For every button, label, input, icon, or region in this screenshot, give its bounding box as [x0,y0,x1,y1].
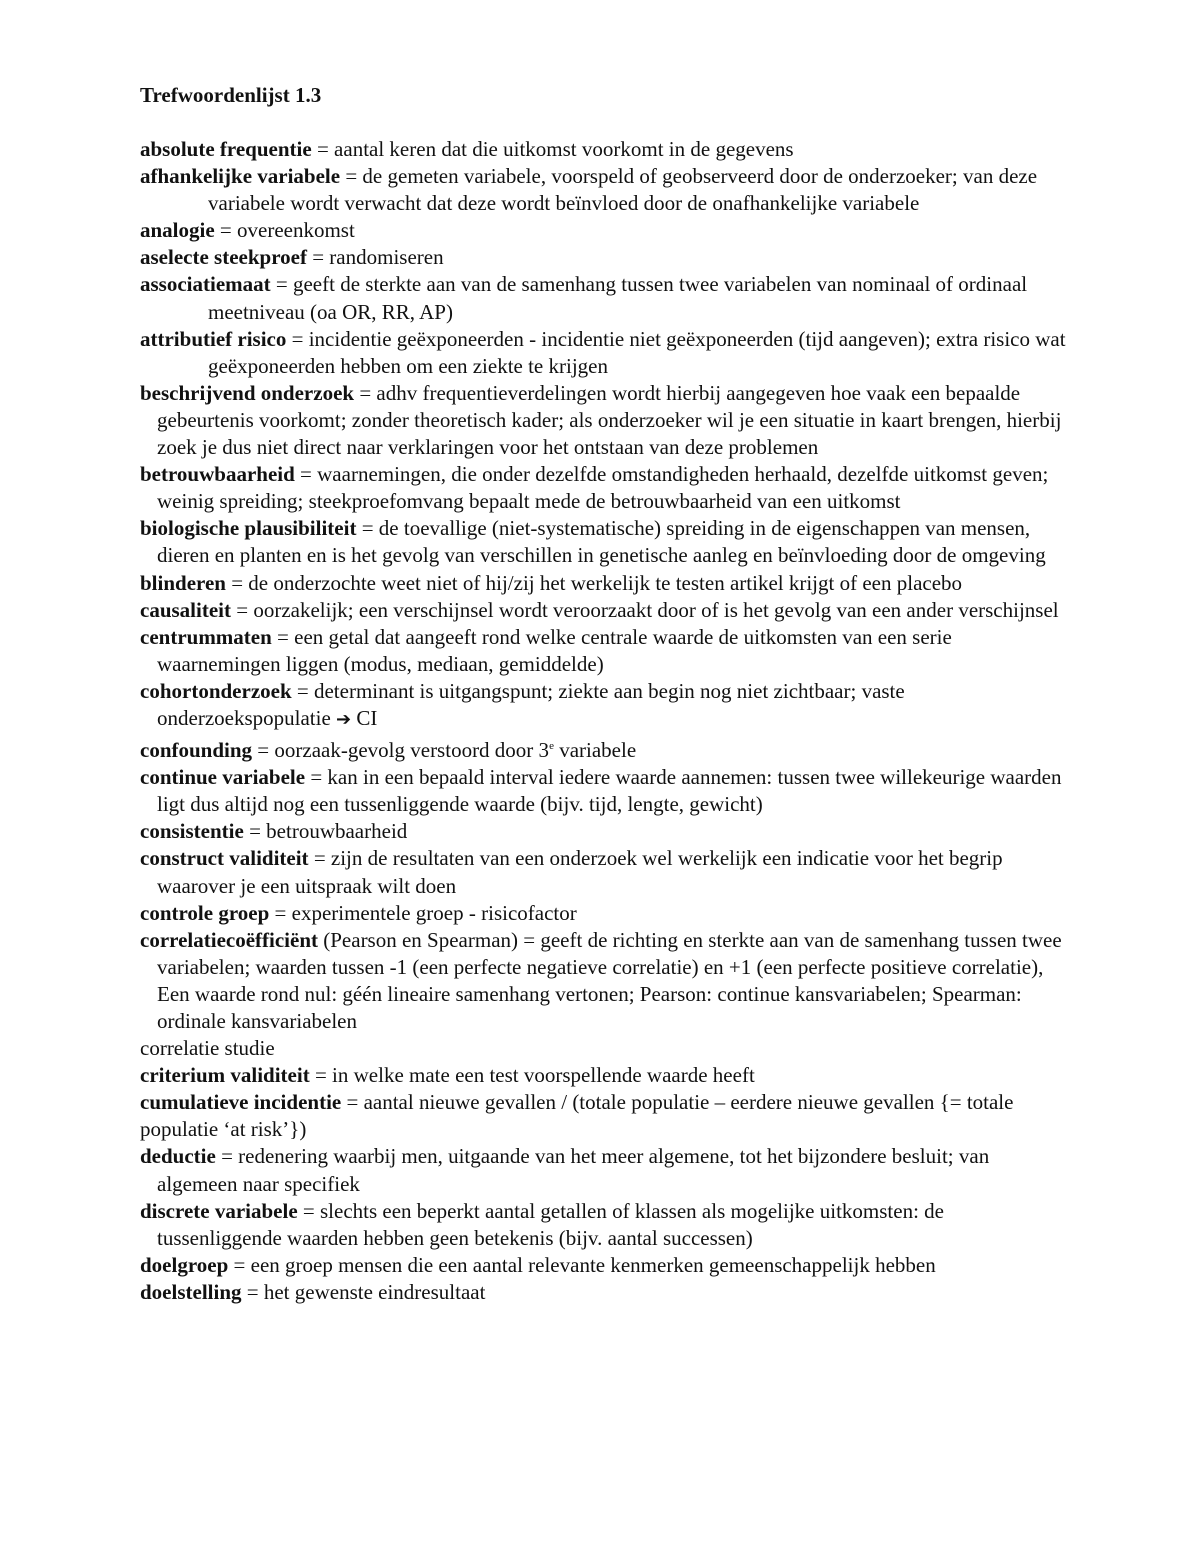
entry-term: absolute frequentie [140,137,312,161]
glossary-entry [140,570,1070,597]
glossary-entry [140,1089,1070,1143]
entry-definition: = redenering waarbij men, uitgaande van het meer algemene, tot het bijzondere besluit; van algemeen naar specifiek [157,1144,990,1196]
entry-term: betrouwbaarheid [140,462,295,487]
entry-definition: = determinant is uitgangspunt; ziekte aan begin nog niet zichtbaar; vaste onderzoekspopulatie [157,678,905,730]
entry-term: analogie [140,218,215,243]
entry-term: afhankelijke variabele [140,164,341,189]
glossary-entry [140,1143,1070,1197]
glossary-entry [140,624,1070,678]
entry-term: cohortonderzoek [140,678,292,703]
glossary-entry [140,244,1070,271]
entry-term: continue variabele [140,765,306,790]
entry-term: causaliteit [140,597,231,622]
glossary-entry [140,1198,1070,1252]
glossary-entry [140,678,1070,733]
entry-term: attributief risico [140,326,287,351]
entry-definition: = aantal nieuwe gevallen / (totale populatie – eerdere nieuwe gevallen {= totale populatie ‘at risk’}) [140,1090,1014,1142]
right-arrow-icon: ➔ [336,708,352,730]
glossary-entry [140,900,1070,927]
document-body [140,82,1070,1306]
entry-term: centrummaten [140,624,272,649]
entry-term: doelgroep [140,1252,229,1277]
entry-definition: = randomiseren [306,245,444,270]
entry-term: criterium validiteit [140,1063,310,1088]
glossary-entry [140,515,1070,569]
entry-term: confounding [140,738,253,763]
glossary-entry [140,845,1070,899]
glossary-entry [140,380,1070,461]
entry-term: construct validiteit [140,846,309,871]
entry-definition: = adhv frequentieverdelingen wordt hierbij aangegeven hoe vaak een bepaalde gebeurtenis voorkomt; zonder theoretisch kader; als onderzoeker wil je een situatie in kaart brengen, hierbij zoek je dus niet direct naar verklaringen voor het ontstaan van deze problemen [157,380,1062,460]
entry-definition-tail: CI [351,705,378,730]
entry-term: biologische plausibiliteit [140,516,357,541]
entry-term: correlatiecoëfficiënt [140,927,318,952]
glossary-entry [140,597,1070,624]
entry-term: consistentie [140,819,244,844]
entry-term: blinderen [140,570,226,595]
entry-definition: = de toevallige (niet-systematische) spreiding in de eigenschappen van mensen, dieren en planten en is het gevolg van verschillen in genetische aanleg en beïnvloeding door de omgeving [157,516,1046,568]
entry-definition: = geeft de sterkte aan van de samenhang tussen twee variabelen van nominaal of ordinaal meetniveau (oa OR, RR, AP) [208,272,1028,324]
entry-term: beschrijvend onderzoek [140,380,355,405]
entry-definition: correlatie studie [140,1036,275,1061]
entry-definition: = zijn de resultaten van een onderzoek wel werkelijk een indicatie voor het begrip waarover je een uitspraak wilt doen [157,846,1003,898]
entry-term: controle groep [140,900,270,925]
glossary-entry [140,733,1070,764]
entry-definition-tail: variabele [553,738,637,763]
entry-definition: = de onderzochte weet niet of hij/zij het werkelijk te testen artikel krijgt of een placebo [225,570,963,595]
entry-term: discrete variabele [140,1198,298,1223]
glossary-entry [140,1252,1070,1279]
glossary-entry [140,271,1070,325]
entry-definition: = experimentele groep - risicofactor [269,900,577,925]
glossary-entry [140,764,1070,818]
glossary-entry [140,1279,1070,1306]
entry-definition: = waarnemingen, die onder dezelfde omstandigheden herhaald, dezelfde uitkomst geven; weinig spreiding; steekproefomvang bepaalt mede de betrouwbaarheid van een uitkomst [157,462,1049,514]
entry-definition: = slechts een beperkt aantal getallen of klassen als mogelijke uitkomsten: de tussenliggende waarden hebben geen betekenis (bijv. aantal successen) [157,1198,944,1250]
glossary-list [140,136,1070,1306]
entry-definition: (Pearson en Spearman) = geeft de richting en sterkte aan van de samenhang tussen twee variabelen; waarden tussen -1 (een perfecte negatieve correlatie) en +1 (een perfecte positieve correlatie), Een waarde rond nul: géén lineaire samenhang vertonen; Pearson: continue kansvariabelen; Spearman: ordinale kansvariabelen [157,927,1062,1033]
document-title: Trefwoordenlijst 1.3 [140,83,322,107]
glossary-entry [140,1062,1070,1089]
entry-definition: = de gemeten variabele, voorspeld of geobserveerd door de onderzoeker; van deze variabele wordt verwacht dat deze wordt beïnvloed door de onafhankelijke variabele [208,164,1038,216]
glossary-entry [140,1035,1070,1062]
glossary-entry [140,163,1070,217]
entry-term: cumulatieve incidentie [140,1090,342,1115]
ordinal-superscript: e [549,740,554,753]
glossary-entry [140,461,1070,515]
entry-definition: = een getal dat aangeeft rond welke centrale waarde de uitkomsten van een serie waarnemingen liggen (modus, mediaan, gemiddelde) [157,624,952,676]
glossary-entry [140,136,1070,163]
glossary-entry [140,326,1070,380]
entry-term: associatiemaat [140,272,271,297]
entry-definition: = kan in een bepaald interval iedere waarde aannemen: tussen twee willekeurige waarden ligt dus altijd nog een tussenliggende waarde (bijv. tijd, lengte, gewicht) [157,765,1062,817]
entry-definition: = overeenkomst [214,218,355,243]
entry-definition: = in welke mate een test voorspellende waarde heeft [309,1063,755,1088]
entry-definition: = het gewenste eindresultaat [241,1279,486,1304]
entry-definition: = een groep mensen die een aantal relevante kenmerken gemeenschappelijk hebben [228,1252,936,1277]
entry-term: doelstelling [140,1279,242,1304]
entry-definition: = betrouwbaarheid [243,819,408,844]
glossary-entry [140,927,1070,1035]
entry-definition: = incidentie geëxponeerden - incidentie niet geëxponeerden (tijd aangeven); extra risico wat geëxponeerden hebben om een ziekte te krijgen [208,326,1066,378]
entry-term: aselecte steekproef [140,245,307,270]
entry-term: deductie [140,1144,216,1169]
entry-definition: = oorzakelijk; een verschijnsel wordt veroorzaakt door of is het gevolg van een ander verschijnsel [230,597,1059,622]
entry-definition: = oorzaak-gevolg verstoord door 3 [252,738,550,763]
glossary-entry [140,818,1070,845]
glossary-entry [140,217,1070,244]
entry-definition: = aantal keren dat die uitkomst voorkomt in de gegevens [311,137,794,161]
